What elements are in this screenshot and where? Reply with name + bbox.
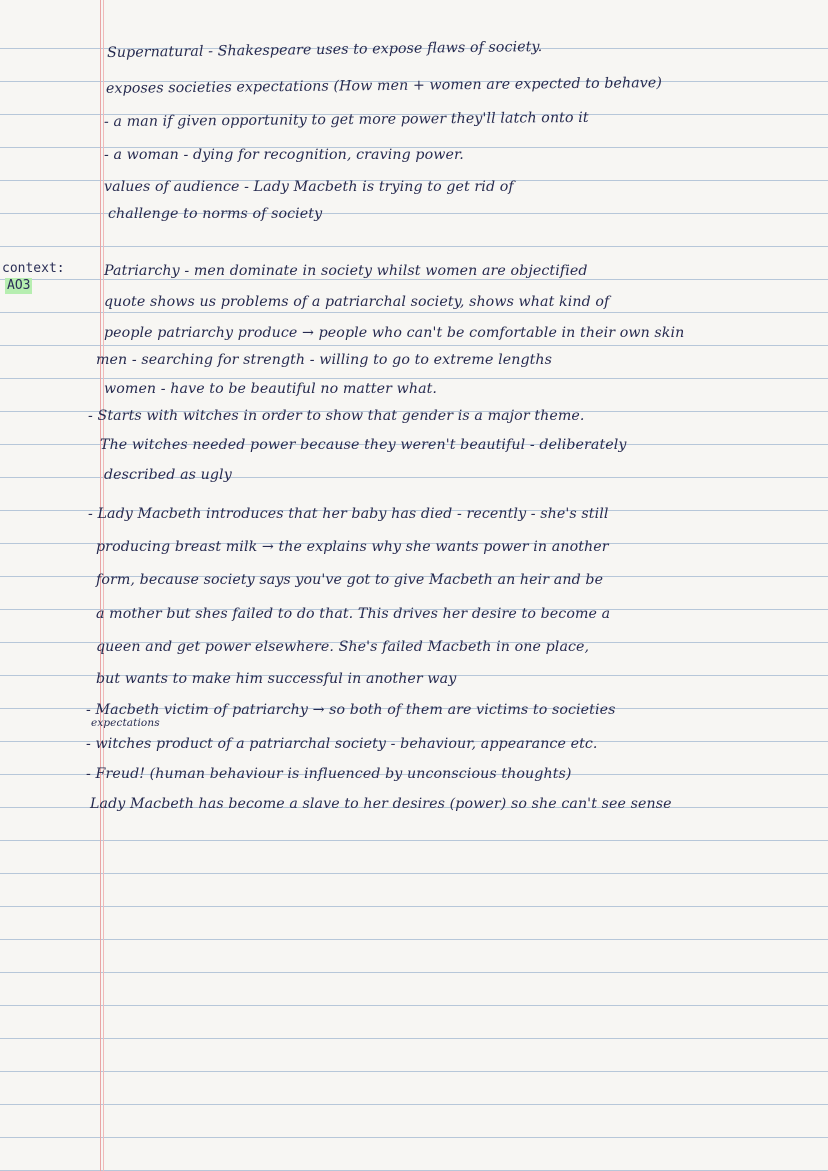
- note-line: - Macbeth victim of patriarchy → so both of them are victims to societies: [86, 702, 616, 718]
- note-line: men - searching for strength - willing to go to extreme lengths: [96, 352, 553, 368]
- note-line: - Starts with witches in order to show that gender is a major theme.: [88, 408, 585, 424]
- note-line: form, because society says you've got to give Macbeth an heir and be: [96, 572, 604, 588]
- note-line: Supernatural - Shakespeare uses to expose flaws of society.: [106, 38, 543, 62]
- note-line: - Lady Macbeth introduces that her baby has died - recently - she's still: [88, 506, 609, 522]
- note-line: challenge to norms of society: [108, 206, 323, 222]
- margin-label-ao3: AO3: [7, 278, 31, 293]
- note-line: Lady Macbeth has become a slave to her desires (power) so she can't see sense: [90, 796, 672, 812]
- note-line: quote shows us problems of a patriarchal society, shows what kind of: [104, 294, 610, 310]
- note-line: - a man if given opportunity to get more power they'll latch onto it: [103, 109, 589, 131]
- note-line: expectations: [91, 717, 160, 729]
- note-line: The witches needed power because they weren't beautiful - deliberately: [100, 437, 627, 453]
- note-line: - a woman - dying for recognition, craving power.: [104, 147, 464, 163]
- note-line: people patriarchy produce → people who can't be comfortable in their own skin: [104, 325, 685, 341]
- note-line: but wants to make him successful in another way: [96, 671, 457, 687]
- note-line: - witches product of a patriarchal society - behaviour, appearance etc.: [86, 736, 598, 752]
- note-line: exposes societies expectations (How men + women are expected to behave): [105, 75, 663, 97]
- note-line: - Freud! (human behaviour is influenced by unconscious thoughts): [86, 766, 572, 782]
- note-line: producing breast milk → the explains why she wants power in another: [96, 539, 609, 555]
- margin-label-context: context:: [2, 261, 65, 276]
- note-line: a mother but shes failed to do that. This drives her desire to become a: [96, 606, 611, 622]
- note-line: values of audience - Lady Macbeth is trying to get rid of: [104, 179, 514, 195]
- note-line: Patriarchy - men dominate in society whilst women are objectified: [104, 263, 588, 279]
- note-line: women - have to be beautiful no matter what.: [104, 381, 438, 397]
- note-line: queen and get power elsewhere. She's failed Macbeth in one place,: [96, 639, 590, 655]
- note-line: described as ugly: [104, 467, 232, 483]
